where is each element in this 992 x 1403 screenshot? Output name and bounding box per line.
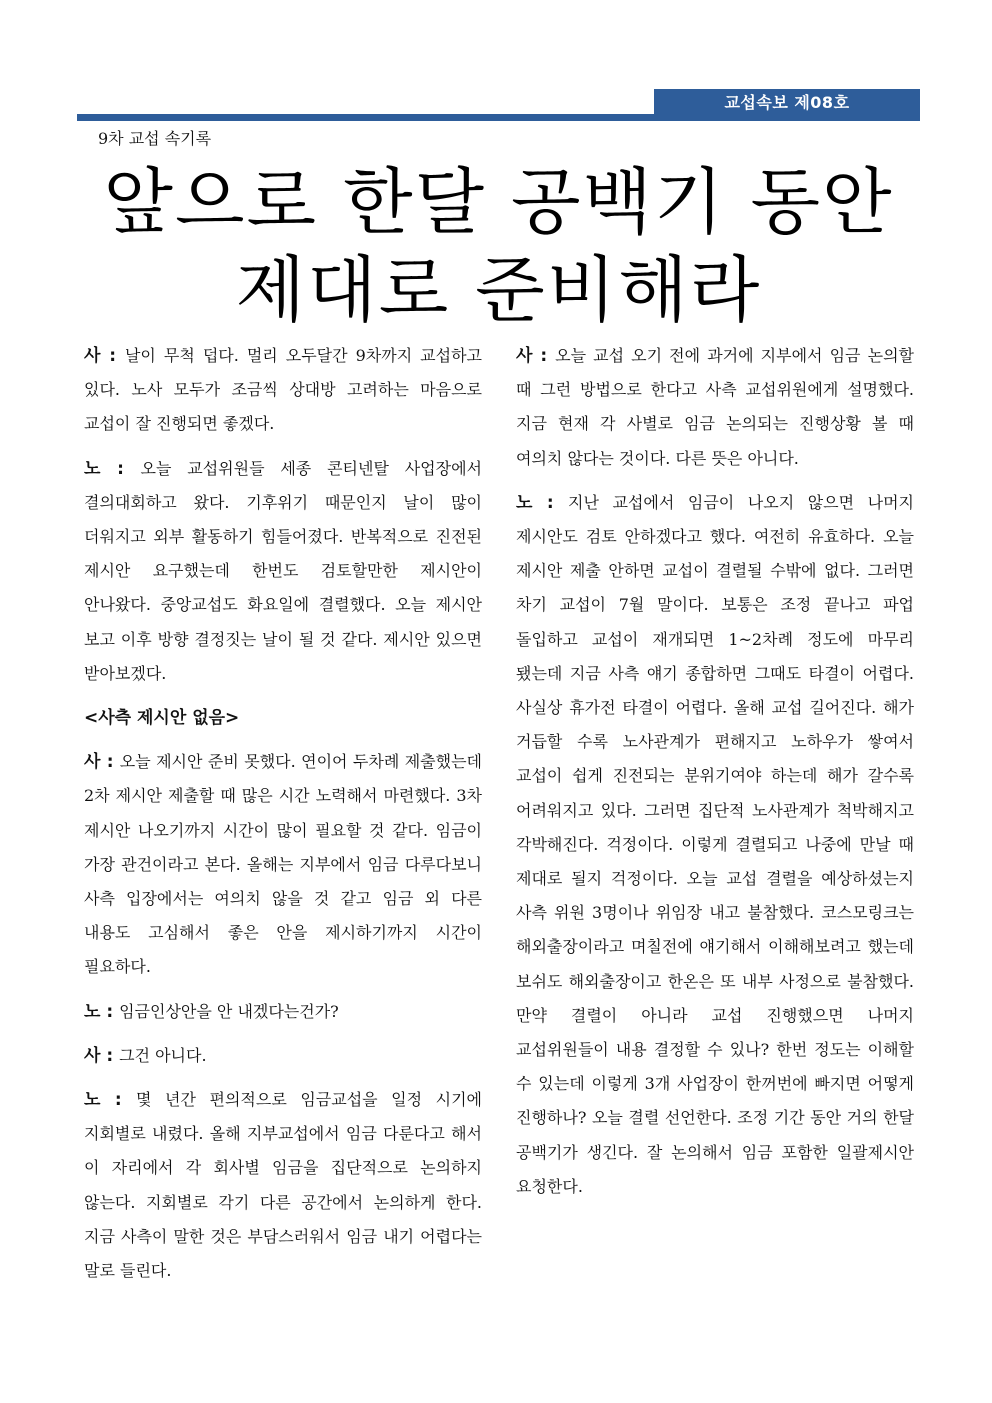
paragraph-text: 오늘 교섭 오기 전에 과거에 지부에서 임금 논의할 때 그런 방법으로 한다고 사측 교섭위원에게 설명했다. 지금 현재 각 사별로 임금 논의되는 진행상황 볼 때 여의치 않다는 것이다. 다른 뜻은 아니다. [516, 346, 914, 468]
speaker-label: 노 : [516, 492, 569, 513]
section-subhead: <사측 제시안 없음> [84, 708, 240, 729]
headline-line-2: 제대로 준비해라 [235, 248, 762, 332]
paragraph-text: 날이 무척 덥다. 멀리 오두달간 9차까지 교섭하고 있다. 노사 모두가 조금씩 상대방 고려하는 마음으로 교섭이 잘 진행되면 좋겠다. [84, 346, 483, 434]
transcript-paragraph [84, 339, 482, 442]
speaker-label: 노 : [84, 1001, 120, 1022]
transcript-paragraph [84, 1039, 482, 1073]
transcript-paragraph [516, 486, 914, 1204]
speaker-label: 사 : [84, 346, 125, 366]
speaker-label: 사 : [84, 752, 120, 773]
left-column [84, 339, 482, 1298]
paragraph-text: 오늘 교섭위원들 세종 콘티넨탈 사업장에서 결의대회하고 왔다. 기후위기 때문인지 날이 많이 더워지고 외부 활동하기 힘들어졌다. 반복적으로 진전된 제시안 요구했는데 한번도 검토할만한 제시안이 안나왔다. 중앙교섭도 화요일에 결렬했다. 오늘 제시안 보고 이후 방향 결정짓는 날이 될 것 같다. 제시안 있으면 받아보겠다. [84, 458, 482, 683]
transcript-paragraph [84, 995, 482, 1029]
paragraph-text: 오늘 제시안 준비 못했다. 연이어 두차례 제출했는데 2차 제시안 제출할 때 많은 시간 노력해서 마련했다. 3차 제시안 나오기까지 시간이 많이 필요할 것 같다. 임금이 가장 관건이라고 본다. 올해는 지부에서 임금 다루다보니 사측 입장에서는 여의치 않을 것 같고 임금 외 다른 내용도 고심해서 좋은 안을 제시하기까지 시간이 필요하다. [84, 752, 482, 977]
transcript-paragraph [84, 745, 482, 984]
paragraph-text: 지난 교섭에서 임금이 나오지 않으면 나머지 제시안도 검토 안하겠다고 했다. 여전히 유효하다. 오늘 제시안 제출 안하면 교섭이 결렬될 수밖에 없다. 그러면 차기 교섭이 7월 말이다. 보통은 조정 끝나고 파업 돌입하고 교섭이 재개되면 1~2차례 정도에 마무리 됐는데 지금 사측 얘기 종합하면 그때도 타결이 어렵다. 사실상 휴가전 타결이 어렵다. 올해 교섭 길어진다. 해가 거듭할 수록 노사관계가 편해지고 노하우가 쌓여서 교섭이 쉽게 진전되는 분위기여야 하는데 해가 갈수록 어려워지고 있다. 그러면 집단적 노사관계가 척박해지고 각박해진다. 걱정이다. 이렇게 결렬되고 나중에 만날 때 제대로 될지 걱정이다. 오늘 교섭 결렬을 예상하셨는지 사측 위원 3명이나 위임장 내고 불참했다. 코스모링크는 해외출장이라고 며칠전에 얘기해서 이해해보려고 했는데 보쉬도 해외출장이고 한온은 또 내부 사정으로 불참했다. 만약 결렬이 아니라 교섭 진행했으면 나머지 교섭위원들이 내용 결정할 수 있나? 한번 정도는 이해할 수 있는데 이렇게 3개 사업장이 한꺼번에 빠지면 어떻게 진행하나? 오늘 결렬 선언한다. 조정 기간 동안 거의 한달 공백기가 생긴다. 잘 논의해서 임금 포함한 일괄제시안 요청한다. [516, 492, 914, 1196]
transcript-paragraph [84, 452, 482, 691]
kicker: 9차 교섭 속기록 [98, 129, 212, 148]
paragraph-text: 임금인상안을 안 내겠다는건가? [119, 1001, 339, 1021]
headline-line-1: 앞으로 한달 공백기 동안 [103, 160, 894, 244]
speaker-label: 노 : [84, 458, 141, 479]
speaker-label: 사 : [516, 346, 556, 366]
right-column [516, 339, 914, 1214]
paragraph-text: 몇 년간 편의적으로 임금교섭을 일정 시기에 지회별로 내렸다. 올해 지부교섭에서 임금 다룬다고 해서 이 자리에서 각 회사별 임금을 집단적으로 논의하지 않는다. 지회별로 각기 다른 공간에서 논의하게 한다. 지금 사측이 말한 것은 부담스러워서 임금 내기 어렵다는 말로 들린다. [84, 1090, 482, 1281]
paragraph-text: 그건 아니다. [119, 1045, 207, 1065]
issue-badge: 교섭속보 제08호 [654, 89, 920, 121]
headline [76, 158, 921, 334]
transcript-paragraph [516, 339, 914, 476]
speaker-label: 노 : [84, 1090, 137, 1111]
speaker-label: 사 : [84, 1045, 120, 1066]
transcript-paragraph [84, 1083, 482, 1288]
